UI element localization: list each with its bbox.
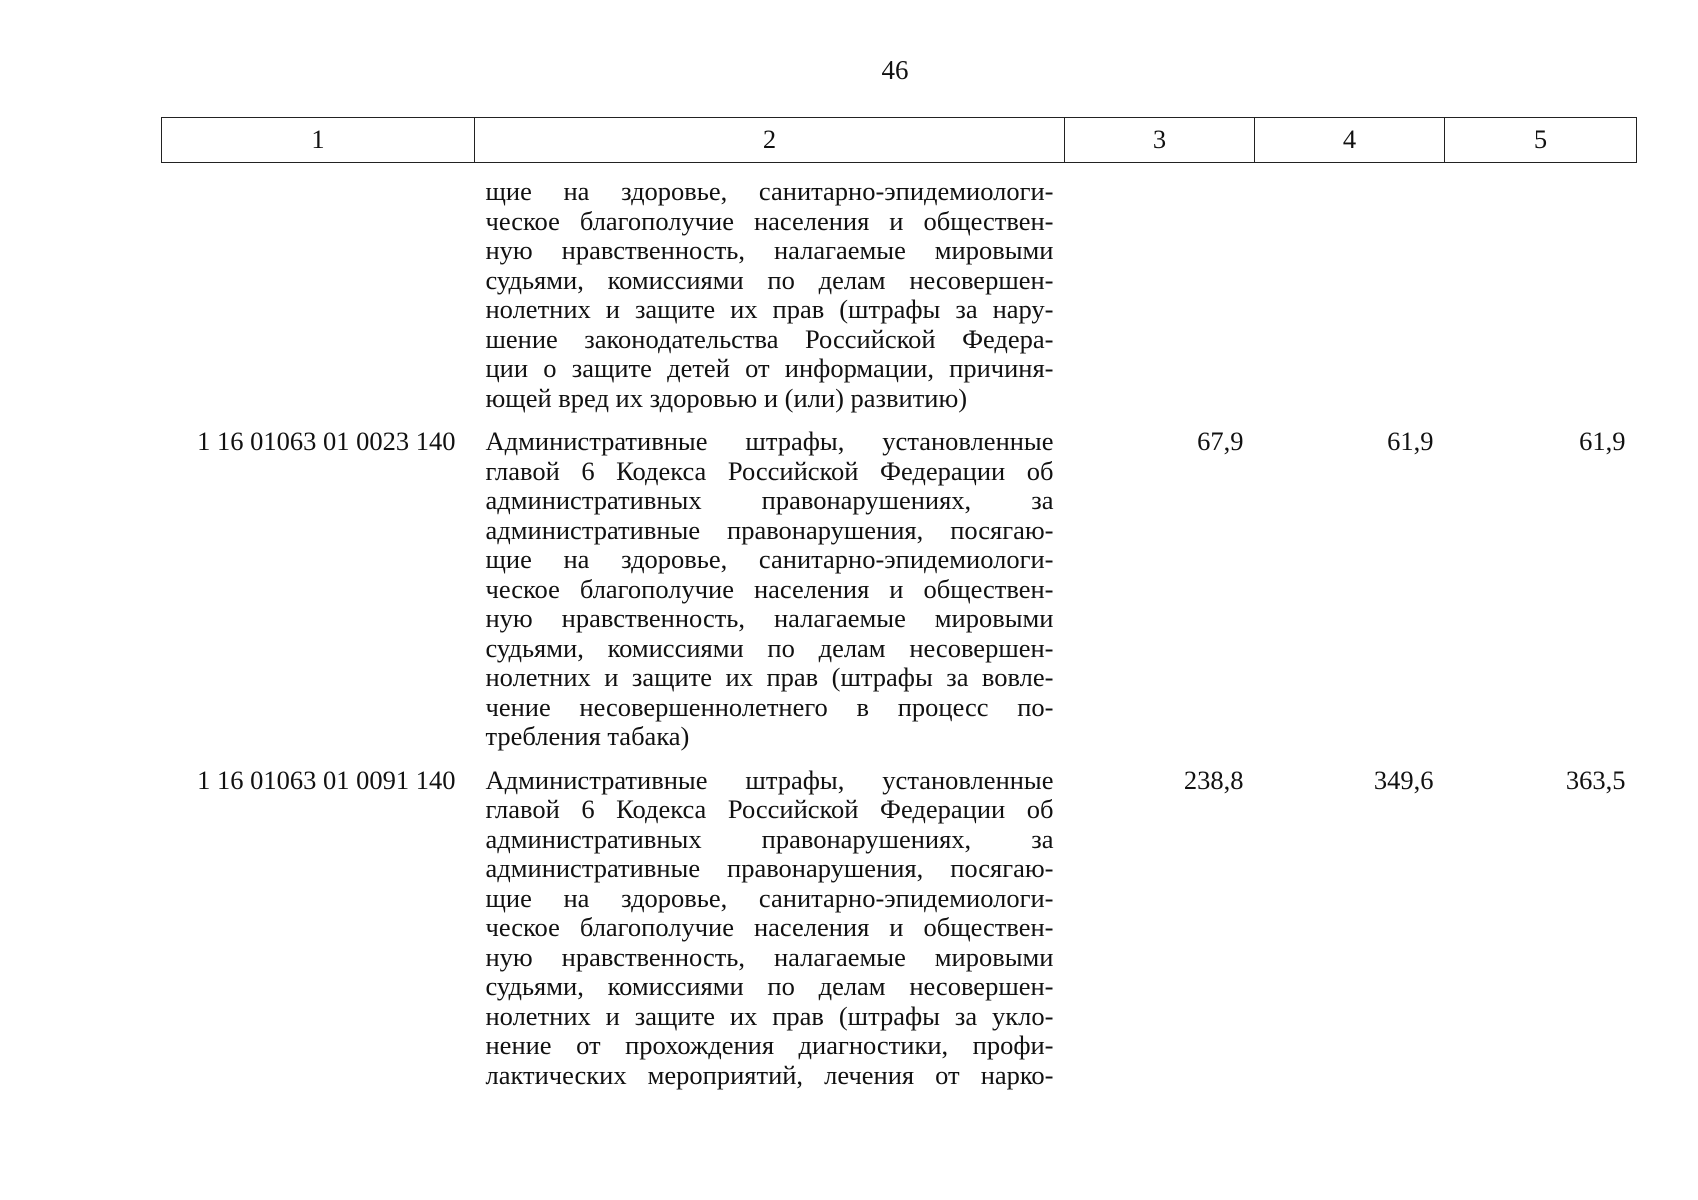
table-row — [162, 752, 1637, 1091]
description-line: ную нравственность, налагаемые мировыми — [485, 235, 1054, 265]
row-value-col5: 363,5 — [1565, 764, 1626, 795]
description-line: ческое благополучие населения и обществен- — [485, 912, 1054, 942]
budget-table — [161, 117, 1637, 1090]
description-line: главой 6 Кодекса Российской Федерации об — [485, 455, 1054, 486]
row-value-col3 — [1065, 163, 1255, 414]
description-line: нолетних и защите их прав (штрафы за укло- — [485, 1000, 1054, 1031]
column-header-4: 4 — [1255, 118, 1445, 163]
row-value-col3: 238,8 — [1183, 764, 1244, 795]
row-value-col5: 61,9 — [1579, 426, 1626, 456]
description-line: щие на здоровье, санитарно-эпидемиологи- — [485, 882, 1054, 913]
column-header-2: 2 — [475, 118, 1065, 163]
description-line: административных правонарушениях, за — [485, 485, 1054, 515]
description-line: административные правонарушения, посягаю- — [485, 514, 1054, 545]
description-line: ную нравственность, налагаемые мировыми — [485, 941, 1054, 972]
table-row — [162, 413, 1637, 752]
description-line: нолетних и защите их прав (штрафы за вовле- — [485, 662, 1054, 692]
description-line: шение законодательства Российской Федера- — [485, 323, 1054, 354]
description-line: административных правонарушениях, за — [485, 823, 1054, 854]
row-description — [475, 752, 1065, 1091]
description-line: главой 6 Кодекса Российской Федерации об — [485, 794, 1054, 824]
row-value-col4: 61,9 — [1387, 426, 1434, 456]
description-line: требления табака) — [485, 721, 690, 751]
description-line: ную нравственность, налагаемые мировыми — [485, 603, 1054, 633]
description-line: судьями, комиссиями по делам несовершен- — [485, 971, 1054, 1001]
description-line: судьями, комиссиями по делам несовершен- — [485, 632, 1054, 663]
row-description — [475, 163, 1065, 414]
row-value-col3: 67,9 — [1197, 426, 1244, 456]
description-line: чение несовершеннолетнего в процесс по- — [485, 691, 1054, 722]
description-line: лактических мероприятий, лечения от нарко- — [485, 1059, 1054, 1090]
page-number: 46 — [881, 55, 909, 85]
description-line: ческое благополучие населения и обществен- — [485, 205, 1054, 236]
table-row — [162, 163, 1637, 414]
table-header-row — [162, 118, 1637, 163]
description-line: ческое благополучие населения и обществен- — [485, 573, 1054, 604]
table-header — [162, 118, 1637, 163]
description-line: щие на здоровье, санитарно-эпидемиологи- — [485, 544, 1054, 574]
row-code: 1 16 01063 01 0023 140 — [197, 426, 456, 456]
row-value-col4: 349,6 — [1373, 764, 1434, 795]
description-line: Административные штрафы, установленные — [485, 426, 1054, 456]
description-line: административные правонарушения, посягаю- — [485, 853, 1054, 883]
row-value-col5 — [1445, 163, 1637, 414]
row-description — [475, 413, 1065, 752]
description-line: ющей вред их здоровью и (или) развитию) — [485, 382, 968, 413]
table-body — [162, 163, 1637, 1091]
row-code — [162, 163, 475, 414]
row-value-col4 — [1255, 163, 1445, 414]
column-header-3: 3 — [1065, 118, 1255, 163]
column-header-5: 5 — [1445, 118, 1637, 163]
description-line: щие на здоровье, санитарно-эпидемиологи- — [485, 176, 1054, 206]
description-line: судьями, комиссиями по делам несовершен- — [485, 264, 1054, 295]
description-line: нение от прохождения диагностики, профи- — [485, 1030, 1054, 1060]
description-line: ции о защите детей от информации, причиня- — [485, 353, 1054, 383]
description-line: нолетних и защите их прав (штрафы за нару- — [485, 294, 1054, 324]
column-header-1: 1 — [162, 118, 475, 163]
row-code: 1 16 01063 01 0091 140 — [197, 764, 456, 795]
description-line: Административные штрафы, установленные — [485, 764, 1054, 795]
